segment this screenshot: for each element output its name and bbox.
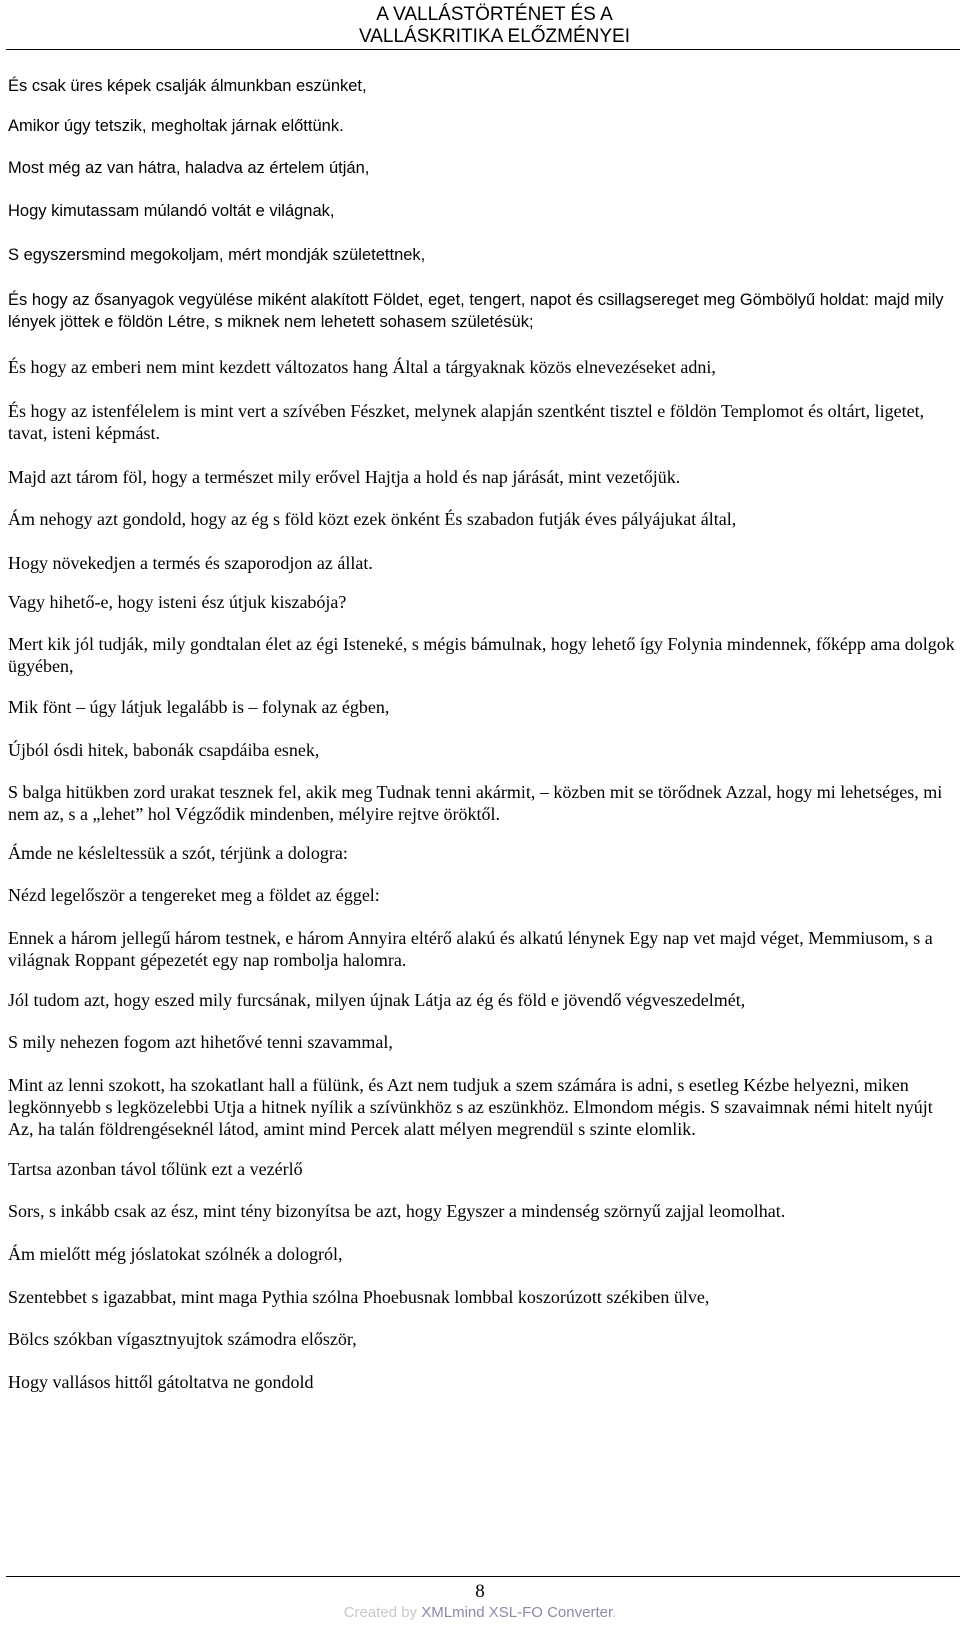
paragraph: Szentebbet s igazabbat, mint maga Pythia szólna Phoebusnak lombbal koszorúzott székiben ülve, [8,1287,710,1307]
page-number: 8 [475,1581,485,1602]
paragraph: Ennek a három jellegű három testnek, e három Annyira eltérő alakú és alkatú lénynek Egy nap vet majd véget, Memmiusom, s a világnak Roppant gépezetét egy nap rombolja halomra. [8,928,933,970]
paragraph: Ámde ne késleltessük a szót, térjünk a dologra: [8,843,348,863]
header-line-1: A VALLÁSTÖRTÉNET ÉS A [376,4,613,25]
paragraph: Jól tudom azt, hogy eszed mily furcsának, milyen újnak Látja az ég és föld e jövendő végveszedelmét, [8,990,746,1010]
credit-brand-link[interactable]: XMLmind XSL-FO Converter [421,1604,613,1621]
footer-divider [6,1576,960,1577]
paragraph: És csak üres képek csalják álmunkban eszünket, [8,77,367,95]
paragraph: Hogy növekedjen a termés és szaporodjon az állat. [8,553,373,573]
paragraph: Majd azt tárom föl, hogy a természet mily erővel Hajtja a hold és nap járását, mint vezetőjük. [8,467,681,487]
paragraph: Ám mielőtt még jóslatokat szólnék a dologról, [8,1244,343,1264]
paragraph: Most még az van hátra, haladva az értelem útján, [8,159,370,177]
paragraph: S mily nehezen fogom azt hihetővé tenni szavammal, [8,1032,393,1052]
header-line-2: VALLÁSKRITIKA ELŐZMÉNYEI [358,26,630,47]
paragraph: Újból ósdi hitek, babonák csapdáiba esnek, [8,740,320,760]
paragraph: És hogy az emberi nem mint kezdett változatos hang Által a tárgyaknak közös elnevezéseket adni, [8,357,716,377]
paragraph: Mint az lenni szokott, ha szokatlant hall a fülünk, és Azt nem tudjuk a szem számára is adni, s esetleg Kézbe helyezni, miken legkönnyebb s legközelebbi Utja a hitnek nyílik a szívünkhöz s az eszünkhöz. Elmondom mégis. S szavaimnak némi hitelt nyújt Az, ha talán földrengéseknél látod, amint mind Percek alatt mélyen megrendül s szinte elomlik. [8,1075,933,1139]
paragraph: Amikor úgy tetszik, megholtak járnak előttünk. [8,117,344,135]
running-header [359,4,630,48]
paragraph: Mik fönt – úgy látjuk legalább is – folynak az égben, [8,697,390,717]
paragraph: Mert kik jól tudják, mily gondtalan élet az égi Isteneké, s mégis bámulnak, hogy lehető így Folynia mindennek, főképp ama dolgok ügyében, [8,634,955,676]
paragraph: Hogy kimutassam múlandó voltát e világnak, [8,202,335,220]
paragraph: És hogy az istenfélelem is mint vert a szívében Fészket, melynek alapján szentként tisztel e földön Templomot és oltárt, ligetet, tavat, isteni képmást. [8,401,925,443]
paragraph: Hogy vallásos hittől gátoltatva ne gondold [8,1372,314,1392]
converter-credit [0,1604,960,1621]
credit-prefix: Created by [343,1604,422,1621]
paragraph: Ám nehogy azt gondold, hogy az ég s föld közt ezek önként És szabadon futják éves pályájukat által, [8,509,737,529]
paragraph: Tartsa azonban távol tőlünk ezt a vezérlő [8,1159,303,1179]
credit-suffix: . [612,1604,617,1621]
paragraph: Bölcs szókban vígasztnyujtok számodra először, [8,1329,357,1349]
paragraph: Vagy hihető-e, hogy isteni ész útjuk kiszabója? [8,592,347,612]
paragraph: Sors, s inkább csak az ész, mint tény bizonyítsa be azt, hogy Egyszer a mindenség szörnyű zajjal leomolhat. [8,1201,786,1221]
header-divider [6,49,960,50]
paragraph: S balga hitükben zord urakat tesznek fel, akik meg Tudnak tenni akármit, – közben mit se törődnek Azzal, hogy mi lehetséges, mi nem az, s a „lehet” hol Végződik mindenben, mélyire rejtve öröktől. [8,782,943,824]
page-body [8,75,960,1393]
paragraph: S egyszersmind megokoljam, mért mondják születettnek, [8,246,426,264]
paragraph: Nézd legelőször a tengereket meg a földet az éggel: [8,885,380,905]
paragraph: És hogy az ősanyagok vegyülése miként alakított Földet, eget, tengert, napot és csillagsereget meg Gömbölyű holdat: majd mily lények jöttek e földön Létre, s miknek nem lehetett sohasem születésük; [8,291,944,331]
